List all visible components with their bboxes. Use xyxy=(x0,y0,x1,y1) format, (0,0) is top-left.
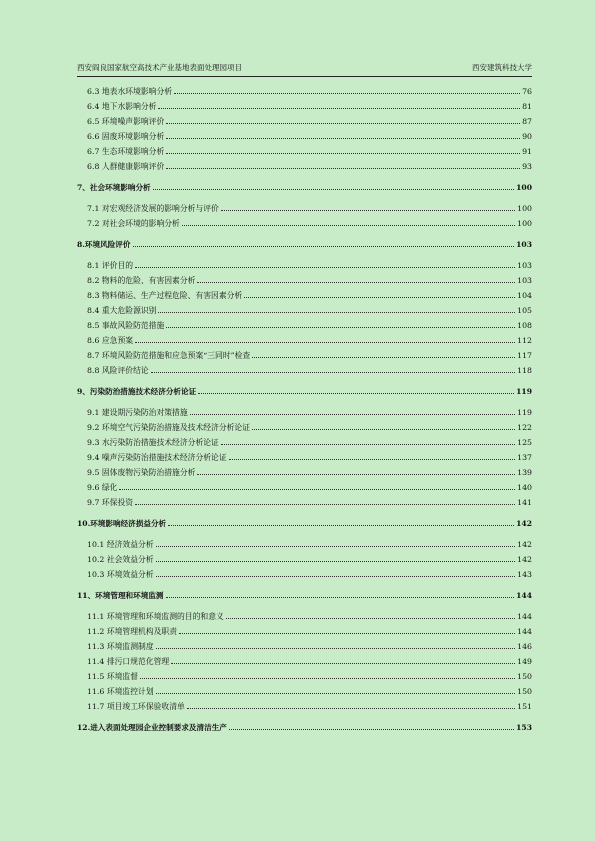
toc-section-entry[interactable] xyxy=(77,288,532,303)
toc-dot-leader xyxy=(187,699,515,709)
toc-section-entry[interactable] xyxy=(77,201,532,216)
toc-page-number: 119 xyxy=(517,408,532,417)
toc-dot-leader xyxy=(244,288,515,298)
toc-page-number: 100 xyxy=(517,219,532,228)
toc-dot-leader xyxy=(179,624,515,634)
toc-dot-leader xyxy=(133,237,515,247)
toc-page-number: 139 xyxy=(517,468,532,477)
toc-dot-leader xyxy=(151,363,515,373)
toc-page-number: 118 xyxy=(517,366,532,375)
toc-entry-title: 7.2 对社会环境的影响分析 xyxy=(87,219,180,228)
toc-dot-leader xyxy=(252,420,515,430)
toc-section-entry[interactable] xyxy=(77,684,532,699)
toc-section-entry[interactable] xyxy=(77,654,532,669)
toc-dot-leader xyxy=(156,567,515,577)
toc-page-number: 144 xyxy=(517,612,532,621)
toc-entry-title: 9.5 固体废物污染防治措施分析 xyxy=(87,468,196,477)
toc-dot-leader xyxy=(166,159,520,169)
toc-page-number: 81 xyxy=(522,102,532,111)
toc-entry-title: 10.1 经济效益分析 xyxy=(87,540,154,549)
toc-section-entry[interactable] xyxy=(77,114,532,129)
toc-dot-leader xyxy=(166,588,515,598)
toc-dot-leader xyxy=(158,99,520,109)
toc-entry-title: 7、社会环境影响分析 xyxy=(77,183,151,192)
toc-section-entry[interactable] xyxy=(77,495,532,510)
toc-dot-leader xyxy=(252,348,515,358)
toc-dot-leader xyxy=(190,405,515,415)
toc-entry-title: 12.进入表面处理园企业控制要求及清洁生产 xyxy=(77,723,227,732)
toc-page-number: 100 xyxy=(517,204,532,213)
toc-section-entry[interactable] xyxy=(77,159,532,174)
toc-dot-leader xyxy=(221,201,515,211)
toc-dot-leader xyxy=(226,609,515,619)
toc-entry-title: 8.5 事故风险防范措施 xyxy=(87,321,165,330)
toc-section-entry[interactable] xyxy=(77,537,532,552)
toc-entry-title: 8.1 评价目的 xyxy=(87,261,134,270)
toc-entry-title: 9.4 噪声污染防治措施技术经济分析论证 xyxy=(87,453,227,462)
header-institution: 西安建筑科技大学 xyxy=(472,63,532,72)
toc-entry-title: 11.6 环境监控计划 xyxy=(87,687,154,696)
toc-section-entry[interactable] xyxy=(77,552,532,567)
toc-page-number: 76 xyxy=(522,87,532,96)
toc-entry-title: 10.3 环境效益分析 xyxy=(87,570,154,579)
table-of-contents xyxy=(77,84,532,741)
toc-page-number: 142 xyxy=(517,555,532,564)
toc-entry-title: 6.3 地表水环境影响分析 xyxy=(87,87,173,96)
toc-entry-title: 9.6 绿化 xyxy=(87,483,118,492)
toc-page-number: 150 xyxy=(517,672,532,681)
toc-dot-leader xyxy=(229,720,514,730)
toc-page-number: 140 xyxy=(517,483,532,492)
toc-chapter-entry[interactable] xyxy=(77,588,532,603)
toc-entry-title: 8.3 物料储运、生产过程危险、有害因素分析 xyxy=(87,291,243,300)
toc-entry-title: 11.7 项目竣工环保验收清单 xyxy=(87,702,185,711)
toc-section-entry[interactable] xyxy=(77,273,532,288)
toc-dot-leader xyxy=(156,684,515,694)
toc-dot-leader xyxy=(182,216,515,226)
toc-section-entry[interactable] xyxy=(77,405,532,420)
toc-entry-title: 11.4 排污口规范化管理 xyxy=(87,657,170,666)
toc-page-number: 153 xyxy=(516,723,532,732)
toc-dot-leader xyxy=(135,495,515,505)
toc-section-entry[interactable] xyxy=(77,639,532,654)
toc-page-number: 143 xyxy=(517,570,532,579)
toc-page-number: 150 xyxy=(517,687,532,696)
toc-dot-leader xyxy=(166,129,520,139)
toc-entry-title: 6.8 人群健康影响评价 xyxy=(87,162,165,171)
toc-section-entry[interactable] xyxy=(77,363,532,378)
toc-entry-title: 10.2 社会效益分析 xyxy=(87,555,154,564)
toc-section-entry[interactable] xyxy=(77,216,532,231)
toc-dot-leader xyxy=(221,435,515,445)
toc-dot-leader xyxy=(174,84,520,94)
toc-dot-leader xyxy=(156,639,515,649)
toc-entry-title: 8.7 环境风险防范措施和应急预案“三同时”检查 xyxy=(87,351,251,360)
toc-section-entry[interactable] xyxy=(77,333,532,348)
toc-chapter-entry[interactable] xyxy=(77,720,532,735)
toc-entry-title: 9.3 水污染防治措施技术经济分析论证 xyxy=(87,438,219,447)
toc-dot-leader xyxy=(197,465,515,475)
toc-page-number: 125 xyxy=(517,438,532,447)
toc-page-number: 137 xyxy=(517,453,532,462)
toc-dot-leader xyxy=(135,258,515,268)
toc-section-entry[interactable] xyxy=(77,435,532,450)
toc-section-entry[interactable] xyxy=(77,144,532,159)
toc-section-entry[interactable] xyxy=(77,420,532,435)
page-header xyxy=(77,62,532,77)
toc-entry-title: 8.4 重大危险源识别 xyxy=(87,306,157,315)
toc-chapter-entry[interactable] xyxy=(77,516,532,531)
toc-page-number: 149 xyxy=(517,657,532,666)
toc-entry-title: 9、污染防治措施技术经济分析论证 xyxy=(77,387,197,396)
toc-entry-title: 11.2 环境管理机构及职责 xyxy=(87,627,178,636)
toc-entry-title: 10.环境影响经济损益分析 xyxy=(77,519,167,528)
toc-page-number: 93 xyxy=(522,162,532,171)
toc-page-number: 142 xyxy=(517,540,532,549)
toc-entry-title: 8.8 风险评价结论 xyxy=(87,366,149,375)
toc-page-number: 87 xyxy=(522,117,532,126)
toc-page-number: 103 xyxy=(516,240,532,249)
toc-entry-title: 11.3 环境监测制度 xyxy=(87,642,154,651)
toc-page-number: 105 xyxy=(517,306,532,315)
toc-dot-leader xyxy=(198,384,514,394)
toc-dot-leader xyxy=(135,333,515,343)
toc-entry-title: 6.6 固废环境影响分析 xyxy=(87,132,165,141)
toc-page-number: 90 xyxy=(522,132,532,141)
toc-entry-title: 7.1 对宏观经济发展的影响分析与评价 xyxy=(87,204,219,213)
toc-entry-title: 11.1 环境管理和环境监测的目的和意义 xyxy=(87,612,224,621)
toc-page-number: 119 xyxy=(516,387,532,396)
toc-page-number: 108 xyxy=(517,321,532,330)
toc-page-number: 146 xyxy=(517,642,532,651)
toc-entry-title: 6.7 生态环境影响分析 xyxy=(87,147,165,156)
toc-dot-leader xyxy=(140,669,515,679)
toc-section-entry[interactable] xyxy=(77,480,532,495)
toc-dot-leader xyxy=(156,537,515,547)
toc-entry-title: 9.7 环保投资 xyxy=(87,498,134,507)
toc-page-number: 144 xyxy=(516,591,532,600)
toc-section-entry[interactable] xyxy=(77,303,532,318)
toc-page-number: 104 xyxy=(517,291,532,300)
toc-section-entry[interactable] xyxy=(77,129,532,144)
toc-dot-leader xyxy=(156,552,515,562)
toc-page-number: 144 xyxy=(517,627,532,636)
toc-section-entry[interactable] xyxy=(77,99,532,114)
toc-dot-leader xyxy=(153,180,515,190)
toc-entry-title: 11.5 环境监督 xyxy=(87,672,139,681)
toc-dot-leader xyxy=(229,450,515,460)
toc-page-number: 112 xyxy=(517,336,532,345)
toc-dot-leader xyxy=(197,273,515,283)
toc-chapter-entry[interactable] xyxy=(77,237,532,252)
toc-chapter-entry[interactable] xyxy=(77,180,532,195)
toc-entry-title: 9.1 建设期污染防治对策措施 xyxy=(87,408,188,417)
toc-page-number: 117 xyxy=(517,351,532,360)
toc-dot-leader xyxy=(166,144,520,154)
toc-section-entry[interactable] xyxy=(77,609,532,624)
toc-section-entry[interactable] xyxy=(77,348,532,363)
toc-section-entry[interactable] xyxy=(77,567,532,582)
toc-dot-leader xyxy=(166,318,515,328)
toc-section-entry[interactable] xyxy=(77,624,532,639)
header-project-title: 西安阎良国家航空高技术产业基地表面处理园项目 xyxy=(77,63,242,72)
toc-entry-title: 6.5 环境噪声影响评价 xyxy=(87,117,165,126)
toc-entry-title: 8.6 应急预案 xyxy=(87,336,134,345)
toc-chapter-entry[interactable] xyxy=(77,384,532,399)
toc-dot-leader xyxy=(168,516,514,526)
toc-section-entry[interactable] xyxy=(77,465,532,480)
toc-dot-leader xyxy=(158,303,515,313)
toc-page-number: 151 xyxy=(517,702,532,711)
toc-section-entry[interactable] xyxy=(77,258,532,273)
toc-section-entry[interactable] xyxy=(77,699,532,714)
toc-section-entry[interactable] xyxy=(77,669,532,684)
toc-page-number: 103 xyxy=(517,276,532,285)
toc-entry-title: 6.4 地下水影响分析 xyxy=(87,102,157,111)
toc-page-number: 91 xyxy=(522,147,532,156)
toc-page-number: 103 xyxy=(517,261,532,270)
toc-section-entry[interactable] xyxy=(77,450,532,465)
toc-page-number: 100 xyxy=(516,183,532,192)
toc-page-number: 142 xyxy=(516,519,532,528)
toc-section-entry[interactable] xyxy=(77,318,532,333)
toc-dot-leader xyxy=(171,654,515,664)
toc-entry-title: 8.2 物料的危险、有害因素分析 xyxy=(87,276,196,285)
toc-dot-leader xyxy=(166,114,520,124)
toc-page-number: 122 xyxy=(517,423,532,432)
toc-dot-leader xyxy=(119,480,515,490)
toc-page-number: 141 xyxy=(517,498,532,507)
toc-entry-title: 9.2 环境空气污染防治措施及技术经济分析论证 xyxy=(87,423,251,432)
toc-entry-title: 11、环境管理和环境监测 xyxy=(77,591,164,600)
toc-entry-title: 8.环境风险评价 xyxy=(77,240,131,249)
toc-section-entry[interactable] xyxy=(77,84,532,99)
